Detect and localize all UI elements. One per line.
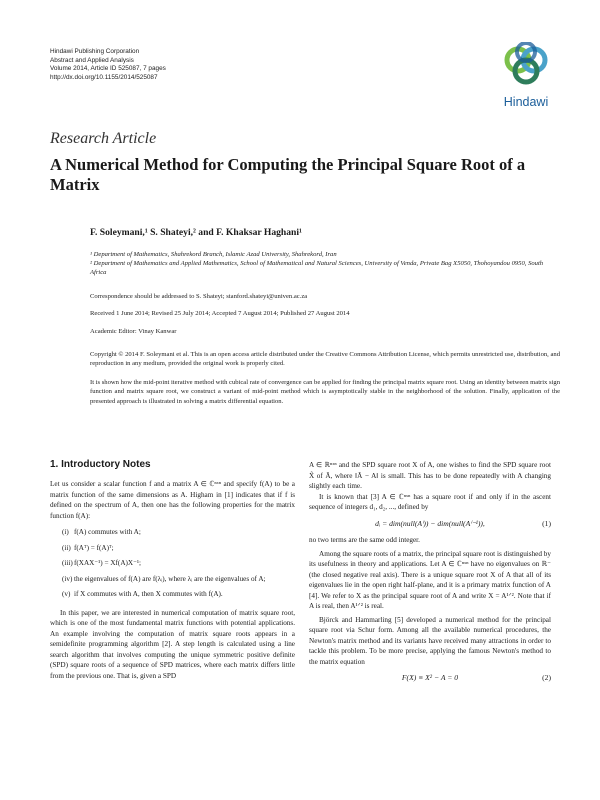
journal-name: Abstract and Applied Analysis [50,56,134,64]
body-paragraph: Björck and Hammarling [5] developed a numerical method for the principal square root via Schur form. Among all the available numerical procedures, the Newton's matrix method and its variants have received many attractions in order to tackle this problem. To be more precise, applying the famous Newton's method to the matrix equation [309,615,551,666]
body-paragraph: Among the square roots of a matrix, the principal square root is distinguished by its usefulness in theory and applications. Let A ∈ ℂⁿˣⁿ have no eigenvalues on ℝ⁻ (the closed negative real axis). There is a unique square root X of A that all of its eigenvalues lie in the open right half-plane, and it is a primary matrix function of A [4]. We refer to X as the principal square root of A and write X = A¹ᐟ². Note that if A is real, then A¹ᐟ² is real. [309,549,551,610]
correspondence: Correspondence should be addressed to S. Shateyi; stanford.shateyi@univen.ac.za [90,293,308,300]
article-type: Research Article [50,130,157,147]
list-text: the eigenvalues of f(A) are f(λᵢ), where λᵢ are the eigenvalues of A; [74,574,266,583]
copyright-notice: Copyright © 2014 F. Soleymani et al. This is an open access article distributed under the Creative Commons Attribution License, which permits unrestricted use, distribution, and reproduction in any medium, provided the original work is properly cited. [90,351,560,367]
list-number: (i) [62,528,69,536]
list-text: f(Aᵀ) = f(A)ᵀ; [74,543,114,552]
abstract: It is shown how the mid-point iterative method with cubical rate of convergence can be applied for finding the principal matrix square root. Using an identity between matrix sign function and matrix square root, we construct a variant of mid-point method which is asymptotically stable in the neighborhood of the solution. Finally, application of the presented approach is illustrated in solving a matrix differential equation. [90,379,560,405]
academic-editor: Academic Editor: Vinay Kanwar [90,328,177,335]
list-item [50,589,295,600]
equation-2 [309,673,551,684]
list-number: (v) [62,590,71,598]
right-column [309,460,551,684]
list-number: (iii) [62,559,73,567]
list-text: if X commutes with A, then X commutes with f(A). [74,590,223,598]
section-heading: 1. Introductory Notes [50,459,151,470]
list-item [50,558,295,569]
journal-header [50,48,166,82]
affiliations [90,250,560,277]
equation-1 [309,519,551,530]
list-number: (iv) [62,574,73,583]
affiliation-2: ² Department of Mathematics and Applied Mathematics, School of Mathematical and Natural Sciences, University of Venda, Private Bag X5050, Thohoyandou 0950, South Africa [90,260,544,276]
list-number: (ii) [62,543,71,552]
body-paragraph: A ∈ ℝⁿˣⁿ and the SPD square root X of A, one wishes to find the SPD square root X̃ of Ã, where ‖Ã − A‖ is small. This has to be done repeatedly with A changing slightly each time. [309,461,551,490]
affiliation-1: ¹ Department of Mathematics, Shahrekord Branch, Islamic Azad University, Shahrekord, Iran [90,251,337,258]
received-dates: Received 1 June 2014; Revised 25 July 2014; Accepted 7 August 2014; Published 27 August 2014 [90,310,350,317]
equation-text: F(X) ≡ X² − A = 0 [401,673,459,682]
left-column [50,479,295,681]
body-paragraph: no two terms are the same odd integer. [309,536,420,544]
hindawi-logo [496,42,556,108]
volume-info: Volume 2014, Article ID 525087, 7 pages [50,65,166,73]
author-list: F. Soleymani,¹ S. Shateyi,² and F. Khaksar Haghani¹ [90,227,302,238]
body-paragraph: It is known that [3] A ∈ ℂⁿˣⁿ has a square root if and only if in the ascent sequence of integers d₁, d₂, ..., defined by [309,492,551,511]
list-item [50,543,295,554]
body-paragraph: In this paper, we are interested in numerical computation of matrix square root, which is one of the most fundamental matrix functions with potential applications. An example involving the computation of matrix square roots appears in a semidefinite programming algorithm [2]. A step length is calculated using a line search algorithm that involves computing the unique symmetric positive definite (SPD) square roots of a sequence of SPD matrices, where each matrix differs little from the previous one. That is, given a SPD [50,608,295,680]
equation-text: dᵢ = dim(null(Aⁱ)) − dim(null(Aⁱ⁻¹)), [375,518,485,528]
list-text: f(A) commutes with A; [74,528,141,536]
list-item [50,527,295,538]
equation-number: (2) [542,673,551,682]
property-list [50,527,295,600]
list-item [50,574,295,585]
hindawi-logo-icon [496,42,556,90]
article-title: A Numerical Method for Computing the Principal Square Root of a Matrix [50,155,526,194]
publisher-name: Hindawi Publishing Corporation [50,48,140,55]
list-text: f(XAX⁻¹) = Xf(A)X⁻¹; [74,559,142,567]
doi-link[interactable]: http://dx.doi.org/10.1155/2014/525087 [50,73,158,81]
equation-number: (1) [542,518,551,528]
intro-paragraph: Let us consider a scalar function f and a matrix A ∈ ℂⁿˣⁿ and specify f(A) to be a matrix function of the same dimensions as A. Higham in [1] indicates that if f is defined on the spectrum of A, then one has the following properties for the matrix function f(A): [50,480,295,520]
logo-wordmark: Hindawi [503,95,549,109]
